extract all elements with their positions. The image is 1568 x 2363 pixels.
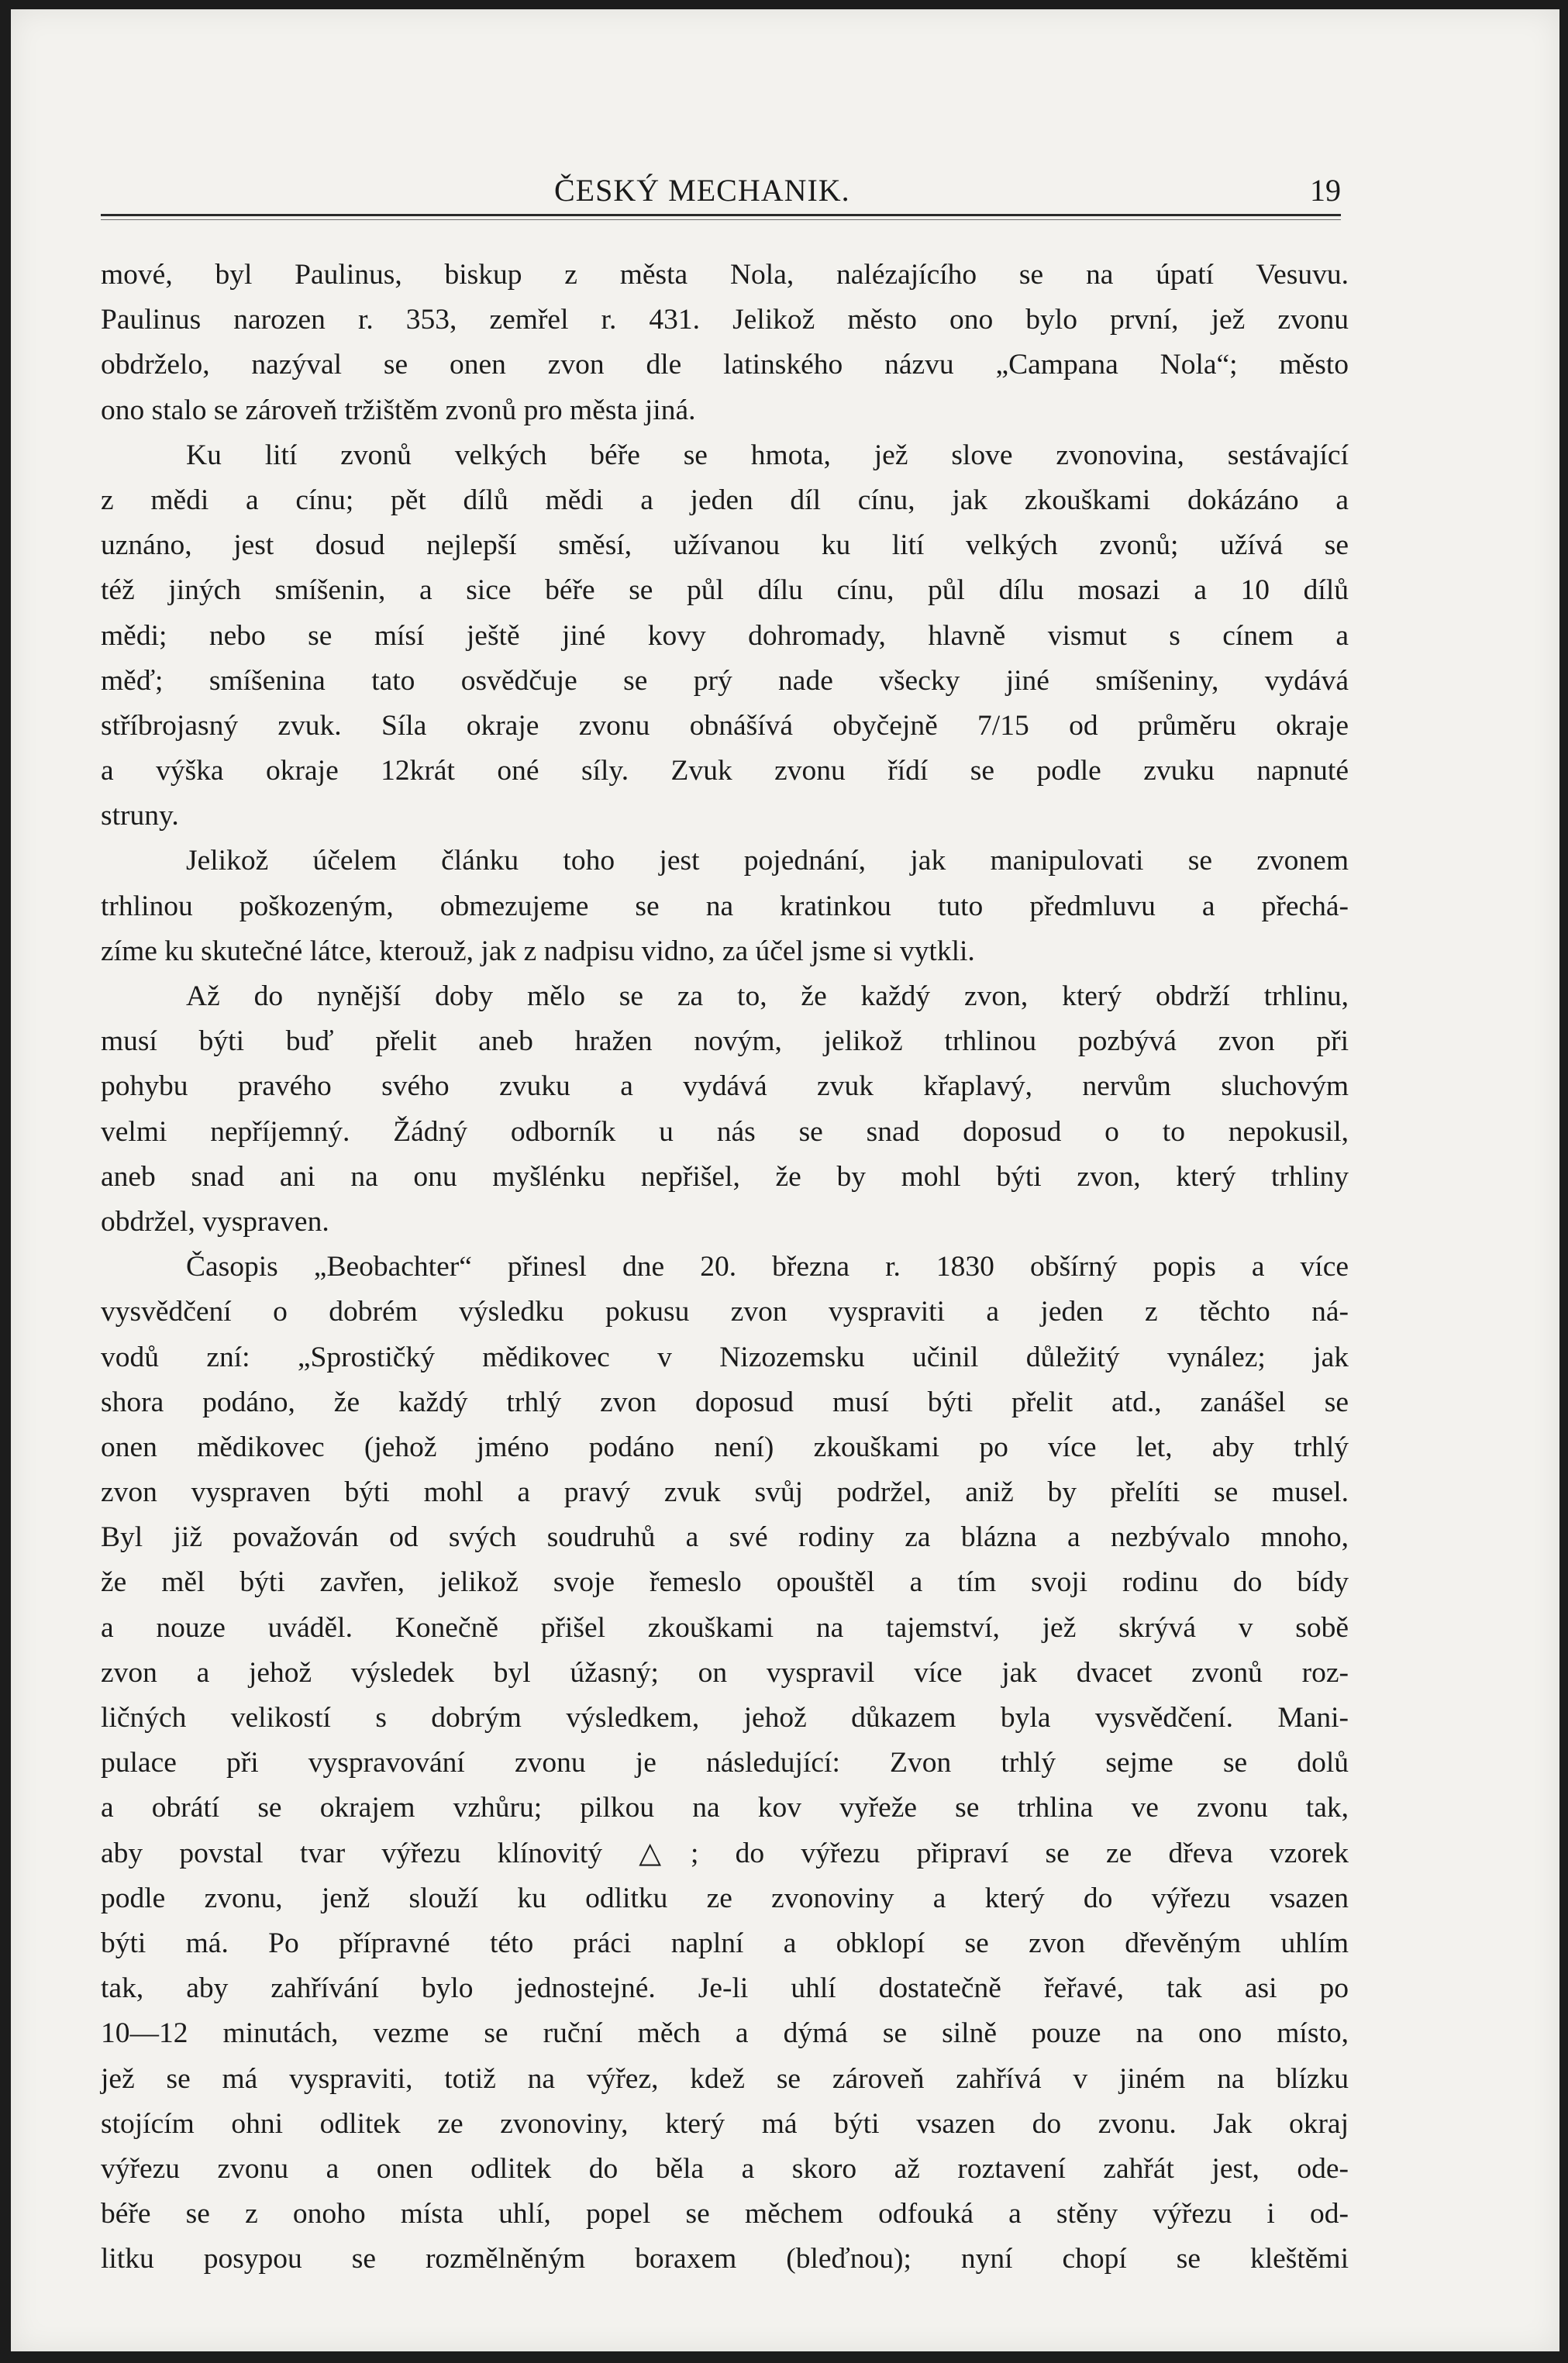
- text-line: Paulinus narozen r. 353, zemřel r. 431. Jelikož město ono bylo první, jež zvonu: [101, 304, 1349, 336]
- text-line: vysvědčení o dobrém výsledku pokusu zvon vyspraviti a jeden z těchto ná-: [101, 1296, 1349, 1328]
- body-text: [101, 253, 1349, 2282]
- text-line: velmi nepříjemný. Žádný odborník u nás se snad doposud o to nepokusil,: [101, 1115, 1349, 1148]
- page-number: 19: [1310, 173, 1341, 208]
- text-line: Časopis „Beobachter“ přinesl dne 20. března r. 1830 obšírný popis a více: [186, 1251, 1349, 1283]
- header-rule-thin: [101, 219, 1341, 220]
- text-line: z mědi a cínu; pět dílů mědi a jeden díl cínu, jak zkouškami dokázáno a: [101, 484, 1349, 516]
- text-line: uznáno, jest dosud nejlepší směsí, užívanou ku lití velkých zvonů; užívá se: [101, 529, 1349, 562]
- text-line: trhlinou poškozeným, obmezujeme se na kratinkou tuto předmluvu a přechá-: [101, 890, 1349, 922]
- text-line: že měl býti zavřen, jelikož svoje řemeslo opouštěl a tím svoji rodinu do bídy: [101, 1566, 1349, 1599]
- text-line: zíme ku skutečné látce, kterouž, jak z nadpisu vidno, za účel jsme si vytkli.: [101, 935, 975, 967]
- text-line: obdržel, vyspraven.: [101, 1205, 329, 1238]
- text-line: Až do nynější doby mělo se za to, že každý zvon, který obdrží trhlinu,: [186, 980, 1349, 1012]
- text-line: litku posypou se rozmělněným boraxem (bleďnou); nyní chopí se kleštěmi: [101, 2243, 1349, 2275]
- text-line: zvon a jehož výsledek byl úžasný; on vyspravil více jak dvacet zvonů roz-: [101, 1656, 1349, 1689]
- text-line: 10—12 minutách, vezme se ruční měch a dýmá se silně pouze na ono místo,: [101, 2017, 1349, 2050]
- page-header: [101, 172, 1341, 220]
- text-line: vodů zní: „Sprostičký mědikovec v Nizozemsku učinil důležitý vynález; jak: [101, 1341, 1349, 1373]
- text-line: a nouze uváděl. Konečně přišel zkouškami na tajemství, jež skrývá v sobě: [101, 1611, 1349, 1644]
- text-line: stojícím ohni odlitek ze zvonoviny, který má býti vsazen do zvonu. Jak okraj: [101, 2107, 1349, 2140]
- header-rule: [101, 214, 1341, 216]
- text-line: shora podáno, že každý trhlý zvon doposud musí býti přelit atd., zanášel se: [101, 1386, 1349, 1418]
- text-line: Jelikož účelem článku toho jest pojednání, jak manipulovati se zvonem: [186, 845, 1349, 877]
- running-title: ČESKÝ MECHANIK.: [554, 173, 850, 208]
- text-line: aby povstal tvar výřezu klínovitý △; do výřezu připraví se ze dřeva vzorek: [101, 1837, 1349, 1869]
- text-line: stříbrojasný zvuk. Síla okraje zvonu obnášívá obyčejně 7/15 od průměru okraje: [101, 709, 1349, 742]
- text-line: ono stalo se zároveň tržištěm zvonů pro města jiná.: [101, 394, 696, 426]
- text-line: a obrátí se okrajem vzhůru; pilkou na kov vyřeže se trhlina ve zvonu tak,: [101, 1792, 1349, 1824]
- text-line: Byl již považován od svých soudruhů a své rodiny za blázna a nezbývalo mnoho,: [101, 1521, 1349, 1554]
- text-line: výřezu zvonu a onen odlitek do běla a skoro až roztavení zahřát jest, ode-: [101, 2152, 1349, 2185]
- text-line: pulace při vyspravování zvonu je následující: Zvon trhlý sejme se dolů: [101, 1747, 1349, 1779]
- text-line: jež se má vyspraviti, totiž na výřez, kdež se zároveň zahřívá v jiném na blízku: [101, 2062, 1349, 2095]
- text-line: měď; smíšenina tato osvědčuje se prý nade všecky jiné smíšeniny, vydává: [101, 664, 1349, 697]
- text-line: též jiných smíšenin, a sice béře se půl dílu cínu, půl dílu mosazi a 10 dílů: [101, 574, 1349, 607]
- text-line: zvon vyspraven býti mohl a pravý zvuk svůj podržel, aniž by přelíti se musel.: [101, 1476, 1349, 1509]
- text-line: struny.: [101, 800, 179, 832]
- text-line: mědi; nebo se mísí ještě jiné kovy dohromady, hlavně vismut s cínem a: [101, 619, 1349, 652]
- text-line: pohybu pravého svého zvuku a vydává zvuk křaplavý, nervům sluchovým: [101, 1070, 1349, 1103]
- text-line: musí býti buď přelit aneb hražen novým, jelikož trhlinou pozbývá zvon při: [101, 1025, 1349, 1058]
- text-line: tak, aby zahřívání bylo jednostejné. Je-li uhlí dostatečně řeřavé, tak asi po: [101, 1972, 1349, 2005]
- text-line: mové, byl Paulinus, biskup z města Nola, nalézajícího se na úpatí Vesuvu.: [101, 259, 1349, 291]
- text-line: a výška okraje 12krát oné síly. Zvuk zvonu řídí se podle zvuku napnuté: [101, 755, 1349, 787]
- text-line: podle zvonu, jenž slouží ku odlitku ze zvonoviny a který do výřezu vsazen: [101, 1882, 1349, 1914]
- text-line: béře se z onoho místa uhlí, popel se měchem odfouká a stěny výřezu i od-: [101, 2198, 1349, 2230]
- text-line: aneb snad ani na onu myšlénku nepřišel, že by mohl býti zvon, který trhliny: [101, 1160, 1349, 1193]
- text-line: Ku lití zvonů velkých béře se hmota, jež slove zvonovina, sestávající: [186, 439, 1349, 471]
- text-line: ličných velikostí s dobrým výsledkem, jehož důkazem byla vysvědčení. Mani-: [101, 1702, 1349, 1734]
- text-line: onen mědikovec (jehož jméno podáno není) zkouškami po více let, aby trhlý: [101, 1431, 1349, 1463]
- text-line: obdrželo, nazýval se onen zvon dle latinského názvu „Campana Nola“; město: [101, 349, 1349, 381]
- text-line: býti má. Po přípravné této práci naplní a obklopí se zvon dřevěným uhlím: [101, 1927, 1349, 1959]
